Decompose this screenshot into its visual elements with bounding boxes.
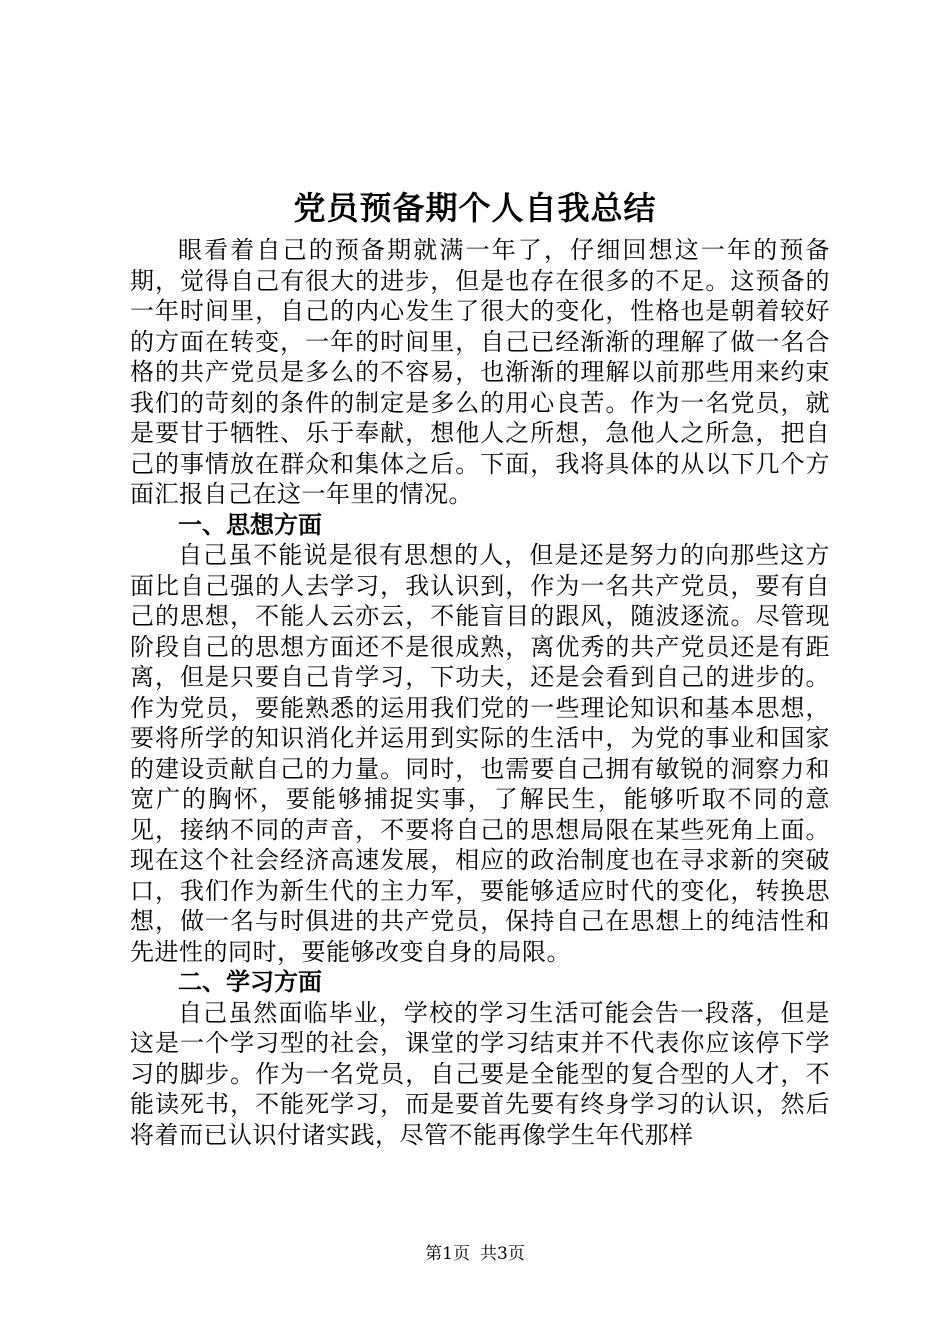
section-paragraph-study: 自己虽然面临毕业，学校的学习生活可能会告一段落，但是这是一个学习型的社会，课堂的学习结束并不代表你应该停下学习的脚步。作为一名党员，自己要是全能型的复合型的人才，不能读死书，不能死学习，而是要首先要有终身学习的认识，然后将着而已认识付诸实践，尽管不能再像学生年代那样 — [130, 998, 830, 1149]
document-body — [130, 235, 830, 1150]
document-title: 党员预备期个人自我总结 — [293, 189, 657, 227]
page-total: 共3页 — [480, 1244, 525, 1264]
intro-paragraph: 眼看着自己的预备期就满一年了，仔细回想这一年的预备期，觉得自己有很大的进步，但是也存在很多的不足。这预备的一年时间里，自己的内心发生了很大的变化，性格也是朝着较好的方面在转变，一年的时间里，自己已经渐渐的理解了做一名合格的共产党员是多么的不容易，也渐渐的理解以前那些用来约束我们的苛刻的条件的制定是多么的用心良苦。作为一名党员，就是要甘于牺牲、乐于奉献，想他人之所想，急他人之所急，把自己的事情放在群众和集体之后。下面，我将具体的从以下几个方面汇报自己在这一年里的情况。 — [130, 236, 830, 508]
section-heading-thought: 一、思想方面 — [178, 510, 322, 539]
page-footer — [0, 1243, 950, 1265]
section-heading-study: 二、学习方面 — [178, 968, 322, 996]
page-number: 第1页 — [425, 1244, 470, 1264]
section-paragraph-thought: 自己虽不能说是很有思想的人，但是还是努力的向那些这方面比自己强的人去学习，我认识到，作为一名共产党员，要有自己的思想，不能人云亦云，不能盲目的跟风，随波逐流。尽管现阶段自己的思想方面还不是很成熟，离优秀的共产党员还是有距离，但是只要自己肯学习，下功夫，还是会看到自己的进步的。作为党员，要能熟悉的运用我们党的一些理论知识和基本思想，要将所学的知识消化并运用到实际的生活中，为党的事业和国家的建设贡献自己的力量。同时，也需要自己拥有敏锐的洞察力和宽广的胸怀，要能够捕捉实事，了解民生，能够听取不同的意见，接纳不同的声音，不要将自己的思想局限在某些死角上面。现在这个社会经济高速发展，相应的政治制度也在寻求新的突破口，我们作为新生代的主力军，要能够适应时代的变化，转换思想，做一名与时俱进的共产党员，保持自己在思想上的纯洁性和先进性的同时，要能够改变自身的局限。 — [130, 541, 830, 966]
